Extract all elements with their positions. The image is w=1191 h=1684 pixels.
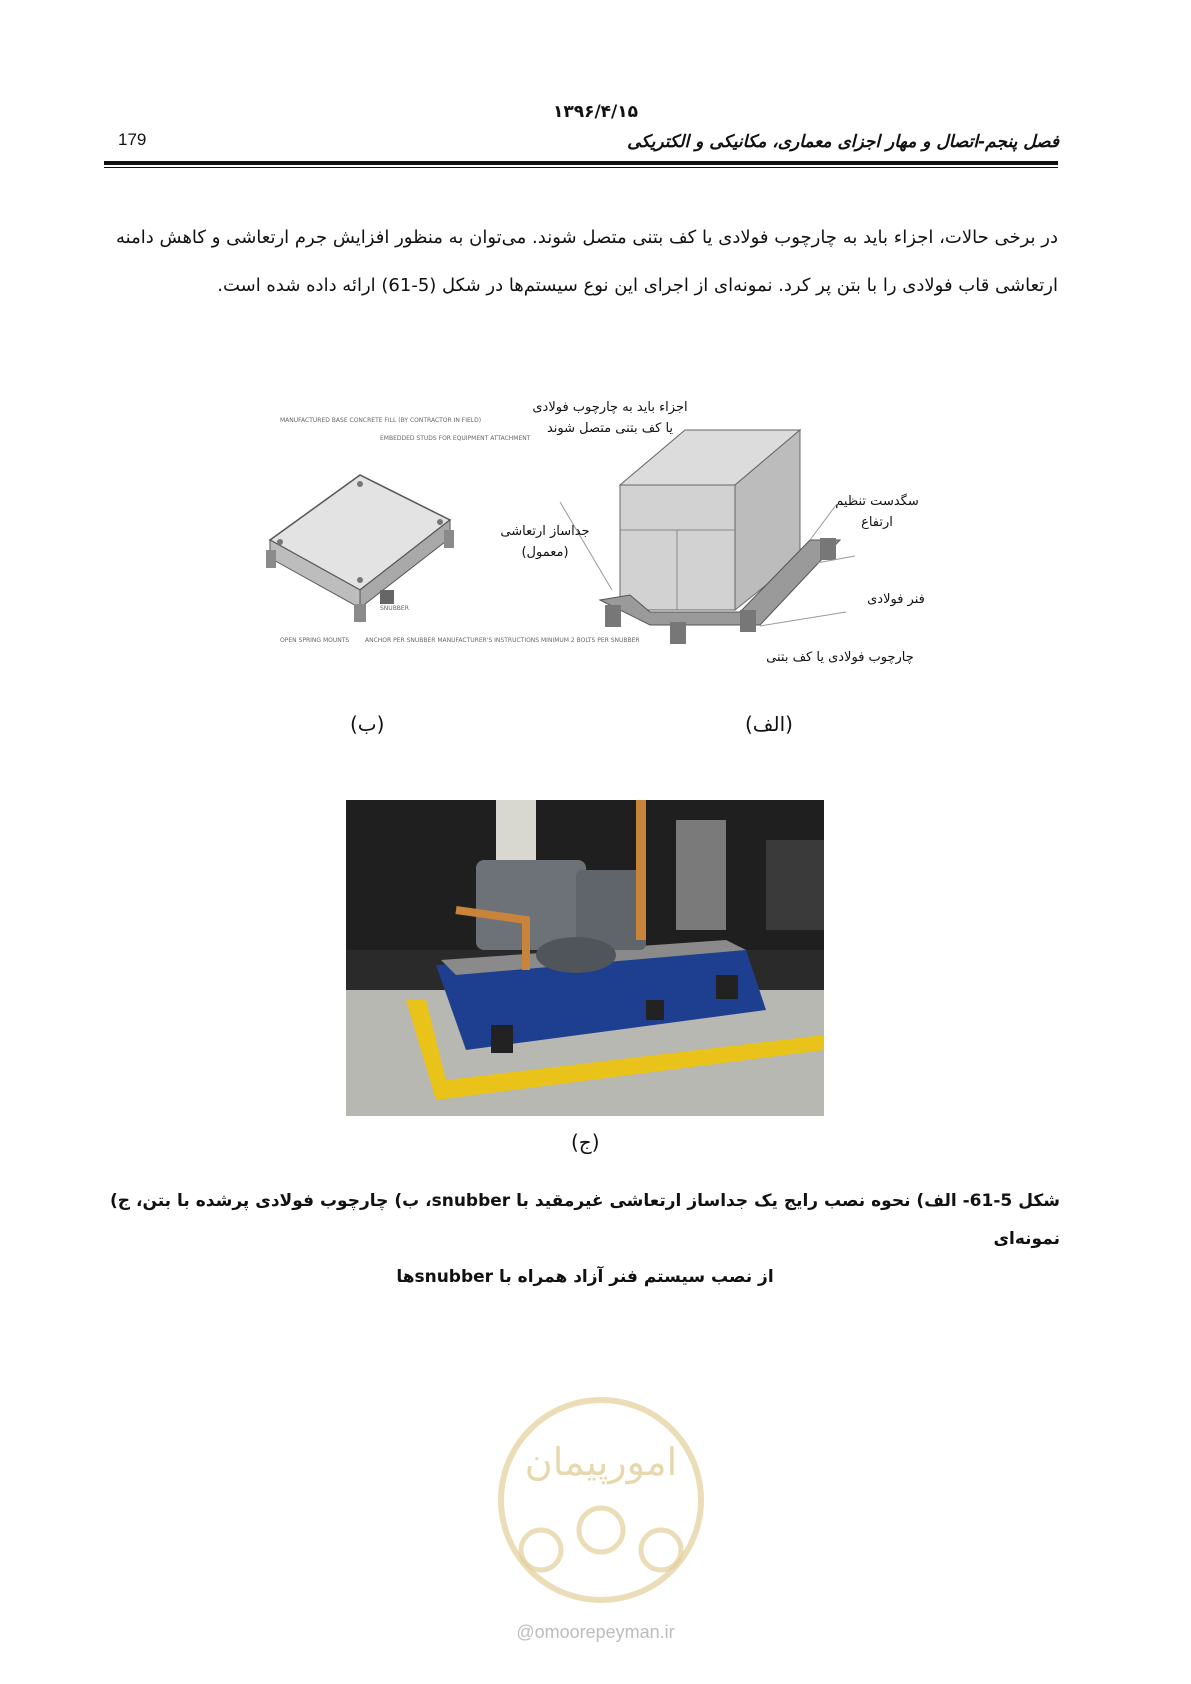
figure-c-caption: (ج) — [571, 1130, 600, 1154]
chapter-title: فصل پنجم-اتصال و مهار اجزای معماری، مکانیکی و الکتریکی — [627, 132, 1059, 152]
figure-b-note-4: OPEN SPRING MOUNTS — [280, 637, 350, 644]
watermark-logo — [486, 1390, 716, 1610]
header-date: ۱۳۹۶/۴/۱۵ — [552, 102, 639, 122]
watermark-logo-text: امورپیمان — [524, 1440, 678, 1484]
figure-b-note-3: SNUBBER — [380, 605, 409, 612]
figure-a-drawing — [560, 430, 855, 644]
figure-a-label-leveling: سگدست تنظیم ارتفاع — [835, 494, 919, 530]
page-number: 179 — [118, 130, 147, 149]
figure-a-label-isolator: جداساز ارتعاشی (معمول) — [500, 524, 590, 560]
header-rule — [104, 161, 1058, 165]
figure-a-label-spring: فنر فولادی — [867, 592, 925, 607]
figure-a-label-top: اجزاء باید به چارچوب فولادی یا کف بتنی متصل شوند — [532, 400, 688, 436]
figure-a-label-frame: چارچوب فولادی یا کف بتنی — [766, 650, 914, 665]
figure-caption-line-2: از نصب سیستم فنر آزاد همراه با snubberها — [396, 1267, 774, 1287]
figure-caption — [110, 1182, 1060, 1296]
figure-b-note-2: EMBEDDED STUDS FOR EQUIPMENT ATTACHMENT — [380, 435, 531, 442]
figure-a-caption: (الف) — [745, 712, 793, 736]
header-rule-thin — [104, 167, 1058, 168]
figure-b-note-5: ANCHOR PER SNUBBER MANUFACTURER'S INSTRUCTIONS MINIMUM 2 BOLTS PER SNUBBER — [365, 637, 640, 644]
figure-b-caption: (ب) — [350, 712, 385, 736]
figure-c-photo — [346, 800, 824, 1116]
figure-b-note-1: MANUFACTURED BASE CONCRETE FILL (BY CONTRACTOR IN FIELD) — [280, 417, 482, 424]
figure-caption-line-1: شکل 5-61- الف) نحوه نصب رایج یک جداساز ارتعاشی غیرمقید با snubber، ب) چارچوب فولادی پرشده با بتن، ج) نمونه‌ای — [110, 1191, 1060, 1249]
watermark-site: @omoorepeyman.ir — [516, 1622, 675, 1642]
body-paragraph: در برخی حالات، اجزاء باید به چارچوب فولادی یا کف بتنی متصل شوند. می‌توان به منظور افزایش جرم ارتعاشی و کاهش دامنه ارتعاشی قاب فولادی را با بتن پر کرد. نمونه‌ای از اجرای این نوع سیستم‌ها در شکل (5-61) ارائه داده شده است. — [116, 227, 1058, 296]
